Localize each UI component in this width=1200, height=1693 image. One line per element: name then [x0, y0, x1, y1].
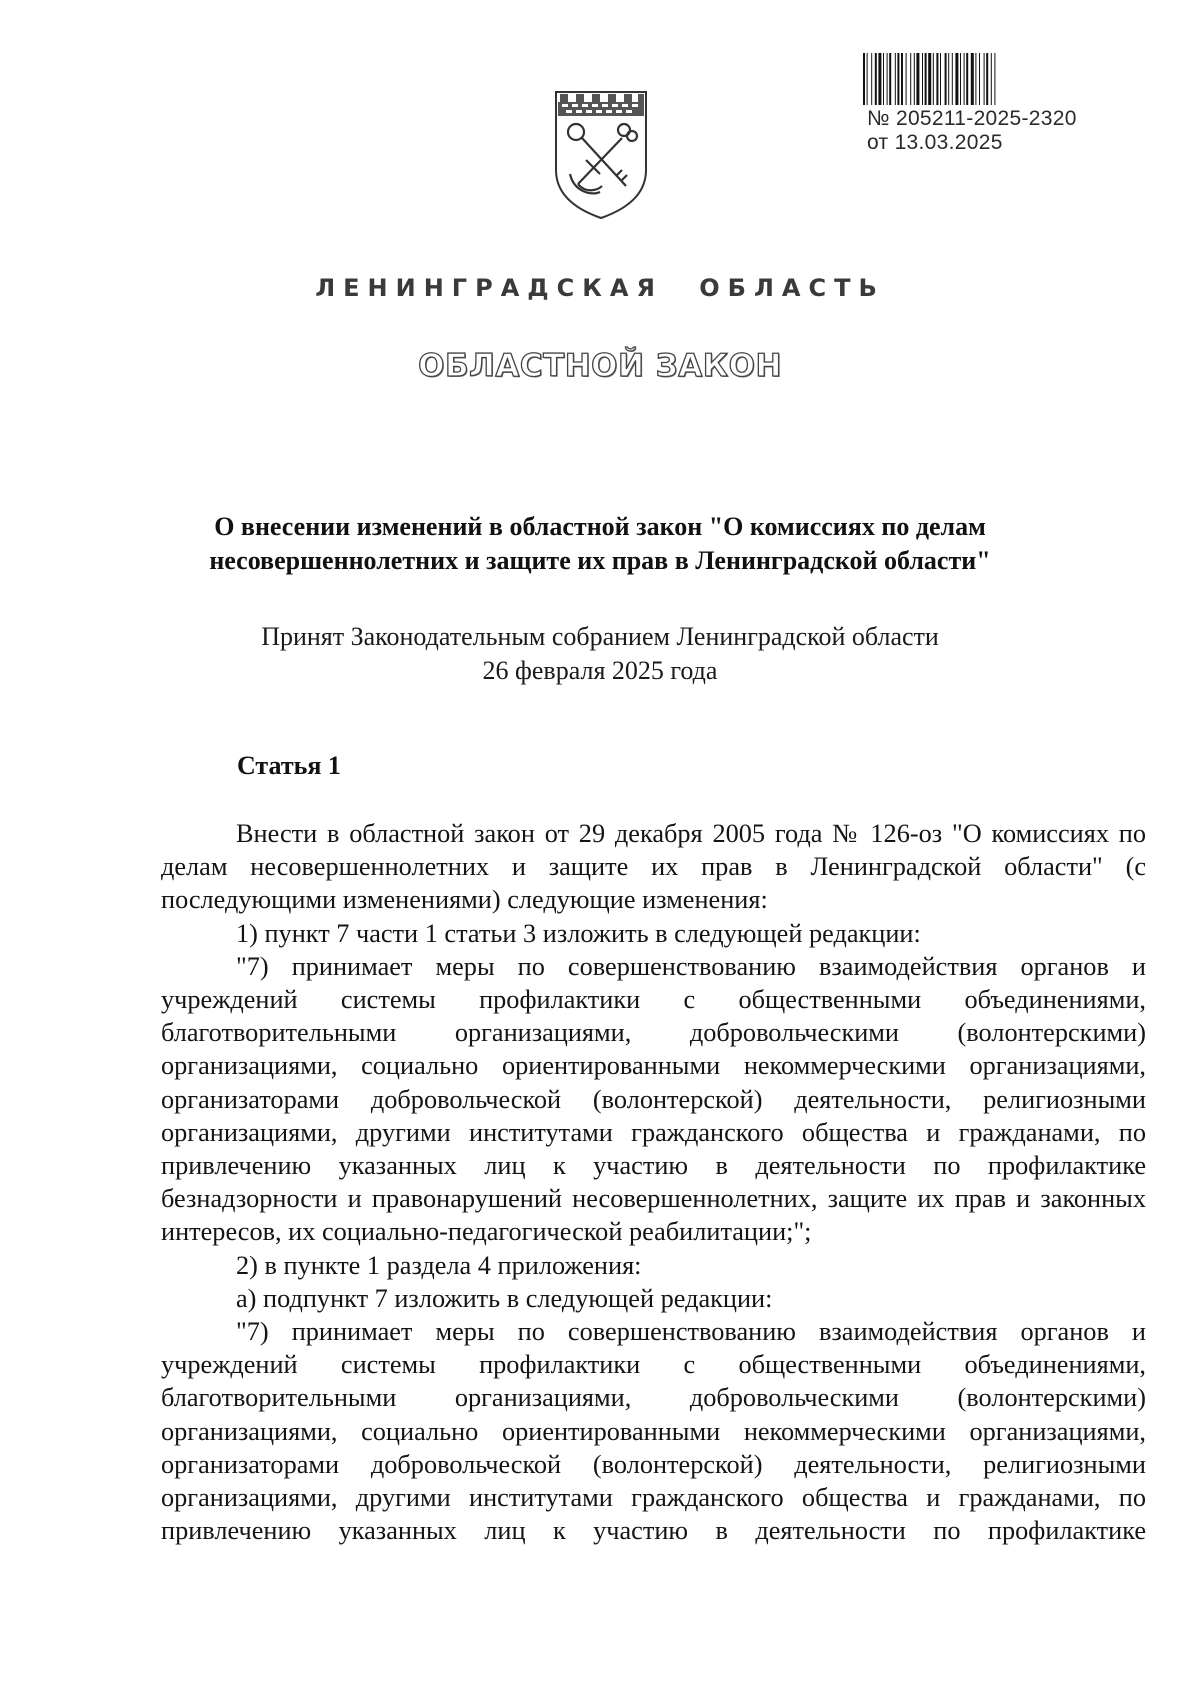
adoption-line-1: Принят Законодательным собранием Ленинградской области	[261, 622, 939, 651]
article-body	[161, 817, 1146, 1547]
registration-stamp	[867, 107, 1077, 155]
adoption-note	[140, 620, 1060, 688]
region-name: ЛЕНИНГРАДСКАЯ ОБЛАСТЬ	[315, 274, 885, 302]
registration-date: от 13.03.2025	[867, 131, 1003, 154]
paragraph: "7) принимает меры по совершенствованию взаимодействия органов и учреждений системы профилактики с общественными объединениями, благотворительными организациями, добровольческими (волонтерскими) организациями, социально ориентированными некоммерческими организациями, организаторами добровольческой (волонтерской) деятельности, религиозными организациями, другими институтами гражданского общества и гражданами, по привлечению указанных лиц к участию в деятельности по профилактике безнадзорности и правонарушений несовершеннолетних, защите их прав и законных интересов, их социально-педагогической реабилитации;";	[161, 951, 1146, 1247]
paragraph: Внести в областной закон от 29 декабря 2005 года № 126-оз "О комиссиях по делам несовершеннолетних и защите их прав в Ленинградской области" (с последующими изменениями) следующие изменения:	[161, 819, 1146, 915]
barcode-icon	[861, 53, 1113, 105]
paragraph: "7) принимает меры по совершенствованию взаимодействия органов и учреждений системы профилактики с общественными объединениями, благотворительными организациями, добровольческими (волонтерскими) организациями, социально ориентированными некоммерческими организациями, организаторами добровольческой (волонтерской) деятельности, религиозными организациями, другими институтами гражданского общества и гражданами, по привлечению указанных лиц к участию в деятельности по профилактике	[161, 1317, 1146, 1546]
registration-number: № 205211-2025-2320	[867, 107, 1077, 130]
title-line-1: О внесении изменений в областной закон "О комиссиях по делам	[214, 512, 986, 541]
paragraph: а) подпункт 7 изложить в следующей редакции:	[236, 1283, 773, 1313]
adoption-line-2: 26 февраля 2025 года	[482, 656, 718, 685]
title-line-2: несовершеннолетних и защите их прав в Ленинградской области"	[209, 546, 991, 575]
paragraph: 2) в пункте 1 раздела 4 приложения:	[236, 1250, 642, 1280]
paragraph: 1) пункт 7 части 1 статьи 3 изложить в следующей редакции:	[236, 918, 921, 948]
article-heading: Статья 1	[237, 751, 341, 780]
leningrad-oblast-coat-of-arms-icon	[552, 88, 650, 220]
document-title	[140, 510, 1060, 578]
document-type: ОБЛАСТНОЙ ЗАКОН	[418, 348, 782, 384]
